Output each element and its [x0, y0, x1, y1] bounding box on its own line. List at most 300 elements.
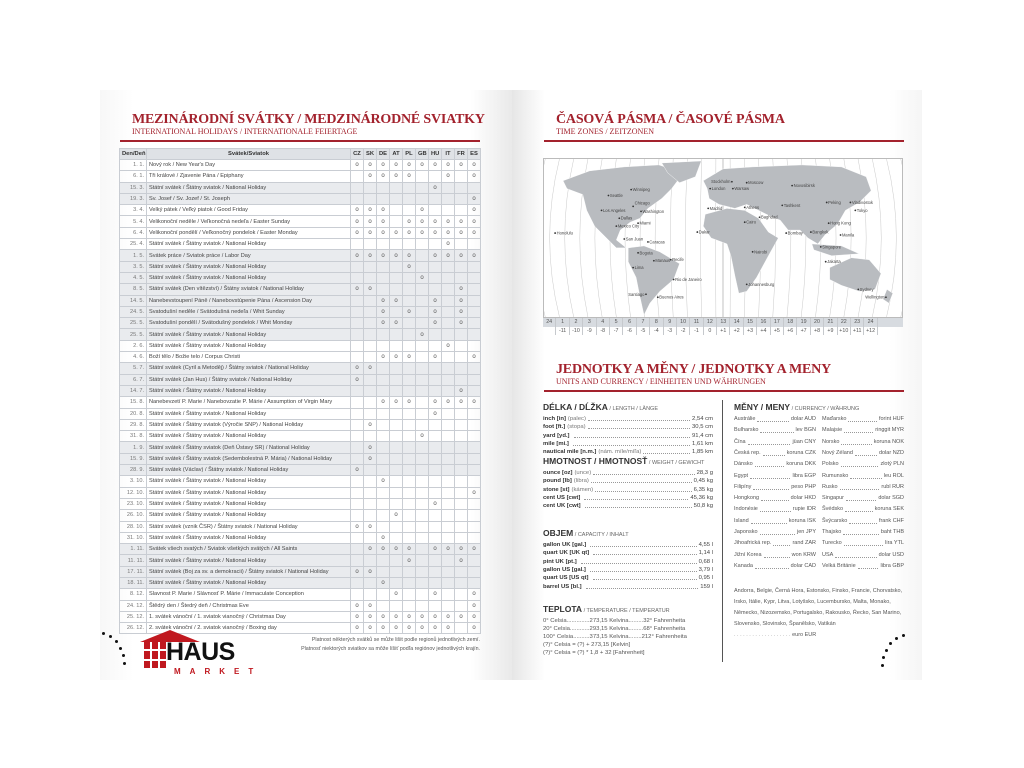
dot-leader: [574, 432, 691, 438]
observed-cell-pl: [403, 589, 416, 600]
timezone-line: [901, 159, 903, 317]
observed-cell-at: [390, 544, 403, 555]
observed-cell-fr: [455, 521, 468, 532]
dot-leader: [593, 469, 694, 475]
city-label: Johannesburg: [748, 281, 775, 287]
currency-country: Turecko: [822, 540, 842, 547]
observed-mark: o: [446, 241, 450, 248]
currency-row: [734, 516, 816, 527]
observed-cell-de: [377, 623, 390, 634]
holiday-name: Nanebevzetí P. Marie / Nanebovzatie P. Márie / Assumption of Virgin Mary: [147, 397, 351, 408]
table-row: [120, 329, 481, 340]
observed-mark: o: [472, 591, 476, 598]
observed-cell-cz: [351, 227, 364, 238]
observed-cell-hu: [429, 521, 442, 532]
observed-cell-hu: [429, 239, 442, 250]
observed-cell-fr: [455, 544, 468, 555]
observed-cell-gb: [416, 160, 429, 171]
observed-cell-hu: [429, 408, 442, 419]
observed-cell-pl: [403, 476, 416, 487]
unit-name: foot [ft.]: [543, 424, 566, 431]
table-row: [120, 352, 481, 363]
observed-cell-hu: [429, 385, 442, 396]
observed-cell-pl: [403, 465, 416, 476]
city-label: Cairo: [746, 219, 757, 225]
dot-leader: [773, 538, 790, 546]
city-label: Bangkok: [812, 229, 829, 235]
observed-cell-de: [377, 600, 390, 611]
table-row: [120, 239, 481, 250]
observed-mark: o: [355, 523, 359, 530]
observed-cell-hu: [429, 544, 442, 555]
observed-cell-de: [377, 284, 390, 295]
date-header: Den/Deň: [120, 149, 147, 160]
hour-cell: 2: [570, 318, 583, 327]
observed-mark: o: [381, 309, 385, 315]
city-label: London: [711, 186, 726, 192]
currency-country: Austrálie: [734, 416, 756, 422]
unit-row: [543, 566, 713, 574]
hours-row: [543, 318, 903, 327]
observed-cell-pl: [403, 600, 416, 611]
offset-cell: -3: [664, 327, 677, 336]
observed-cell-cz: [351, 193, 364, 204]
observed-mark: o: [420, 207, 424, 214]
currency-name: frank CHF: [878, 517, 904, 524]
observed-cell-it: [442, 193, 455, 204]
observed-mark: o: [433, 625, 437, 632]
observed-cell-cz: [351, 521, 364, 532]
observed-mark: o: [381, 297, 385, 304]
offset-cell: +2: [730, 327, 743, 336]
length-title: DÉLKA / DĹŽKA: [543, 402, 608, 412]
dot-leader: [858, 561, 879, 569]
observed-cell-it: [442, 261, 455, 272]
observed-mark: o: [368, 614, 372, 621]
dot-leader: [595, 486, 692, 492]
offset-cell: -10: [570, 327, 583, 336]
table-row: [120, 611, 481, 622]
observed-cell-gb: [416, 510, 429, 521]
observed-cell-gb: [416, 555, 429, 566]
observed-cell-it: [442, 329, 455, 340]
dot-leader: [844, 538, 883, 546]
observed-cell-cz: [351, 431, 364, 442]
currency-name: rubl RUR: [881, 483, 904, 490]
observed-cell-at: [390, 385, 403, 396]
currency-country: Nový Zéland: [822, 449, 853, 456]
dotted-ornament-icon: [102, 632, 142, 672]
holiday-date: 24. 5.: [120, 306, 147, 317]
observed-cell-sk: [364, 600, 377, 611]
observed-cell-pl: [403, 284, 416, 295]
observed-cell-at: [390, 566, 403, 577]
hour-cell: 22: [838, 318, 851, 327]
observed-cell-at: [390, 611, 403, 622]
observed-cell-sk: [364, 205, 377, 216]
hour-cell: 14: [730, 318, 743, 327]
observed-cell-pl: [403, 239, 416, 250]
dot-leader: [751, 516, 787, 524]
holiday-date: 14. 7.: [120, 385, 147, 396]
currency-name: koruna DKK: [786, 461, 816, 468]
unit-row: [543, 477, 713, 485]
observed-mark: o: [407, 252, 411, 259]
observed-cell-sk: [364, 623, 377, 634]
holiday-name: Státní svátek / Štátny sviatok / National Holiday: [147, 498, 351, 509]
observed-cell-cz: [351, 442, 364, 453]
observed-cell-pl: [403, 363, 416, 374]
currency-name: jen JPY: [797, 529, 816, 535]
observed-cell-fr: [455, 453, 468, 464]
hour-cell: 16: [757, 318, 770, 327]
observed-cell-hu: [429, 284, 442, 295]
observed-cell-at: [390, 532, 403, 543]
holiday-date: 26. 10.: [120, 510, 147, 521]
observed-cell-cz: [351, 487, 364, 498]
currency-row: [734, 482, 816, 493]
city-label: Manila: [841, 232, 855, 238]
observed-mark: o: [459, 252, 463, 259]
observed-cell-cz: [351, 216, 364, 227]
holidays-table: [119, 148, 481, 634]
offset-cell: +9: [824, 327, 837, 336]
weight-title: HMOTNOST / HMOTNOSŤ: [543, 456, 648, 466]
hour-cell: 24: [543, 318, 556, 327]
observed-cell-it: [442, 318, 455, 329]
observed-mark: o: [407, 546, 411, 553]
dot-leader: [845, 504, 873, 512]
observed-cell-gb: [416, 498, 429, 509]
observed-cell-it: [442, 498, 455, 509]
observed-cell-hu: [429, 476, 442, 487]
observed-cell-gb: [416, 487, 429, 498]
observed-cell-sk: [364, 340, 377, 351]
weight-heading: [543, 456, 704, 466]
dot-leader: [590, 566, 697, 572]
holiday-date: 31. 10.: [120, 532, 147, 543]
currency-row: [734, 425, 816, 436]
observed-cell-gb: [416, 476, 429, 487]
observed-cell-pl: [403, 250, 416, 261]
observed-cell-cz: [351, 566, 364, 577]
holiday-date: 25. 5.: [120, 329, 147, 340]
observed-mark: o: [381, 354, 385, 361]
unit-local-name: (palec): [567, 416, 586, 422]
holiday-date: 8. 12.: [120, 589, 147, 600]
holiday-name: Státní svátek / Štátny sviatok / National Holiday: [147, 431, 351, 442]
currency-name: forint HUF: [878, 416, 904, 422]
observed-cell-pl: [403, 408, 416, 419]
currency-country: Island: [734, 517, 749, 524]
observed-mark: o: [433, 218, 437, 225]
table-row: [120, 340, 481, 351]
observed-mark: o: [433, 162, 437, 169]
length-heading: [543, 402, 658, 412]
observed-cell-at: [390, 600, 403, 611]
observed-mark: o: [368, 421, 372, 428]
currency-name: koruna ISK: [788, 517, 816, 524]
offset-cell: -5: [637, 327, 650, 336]
currency-country: Rumunsko: [822, 472, 849, 479]
city-label: Honolulu: [556, 230, 573, 236]
logo-house-icon: [144, 642, 166, 668]
observed-mark: o: [459, 399, 463, 406]
currency-name: koruna CZK: [786, 449, 816, 456]
city-label: Bombay: [787, 230, 803, 236]
city-label: Winnipeg: [632, 187, 650, 193]
observed-cell-pl: [403, 171, 416, 182]
observed-cell-fr: [455, 589, 468, 600]
observed-mark: o: [472, 229, 476, 236]
holidays-title: MEZINÁRODNÍ SVÁTKY / MEDZINÁRODNÉ SVIATKY: [132, 112, 485, 127]
observed-cell-fr: [455, 295, 468, 306]
hour-cell: 7: [637, 318, 650, 327]
unit-local-name: (libra): [573, 478, 589, 485]
observed-cell-sk: [364, 250, 377, 261]
currency-country: Thajsko: [822, 529, 842, 535]
dot-leader: [848, 414, 876, 422]
currency-country: Egypt: [734, 472, 749, 479]
title-rule: [544, 140, 904, 142]
observed-cell-de: [377, 306, 390, 317]
dot-leader: [755, 561, 789, 569]
observed-cell-pl: [403, 544, 416, 555]
observed-cell-hu: [429, 329, 442, 340]
observed-mark: o: [459, 286, 463, 293]
table-row: [120, 544, 481, 555]
currency-name: baht THB: [880, 529, 904, 535]
currency-name: rand ZAR: [792, 540, 816, 547]
observed-mark: o: [433, 320, 437, 327]
observed-cell-pl: [403, 487, 416, 498]
table-row: [120, 227, 481, 238]
city-label: Baghdad: [761, 214, 778, 220]
currency-country: Švédsko: [822, 506, 844, 513]
observed-cell-pl: [403, 227, 416, 238]
observed-mark: o: [446, 218, 450, 225]
observed-cell-cz: [351, 340, 364, 351]
holiday-name: Nanebevstoupení Páně / Nanebovstúpenie Pána / Ascension Day: [147, 295, 351, 306]
observed-cell-es: [468, 408, 481, 419]
offset-cell: -4: [650, 327, 663, 336]
observed-mark: o: [446, 625, 450, 632]
table-row: [120, 261, 481, 272]
observed-cell-cz: [351, 284, 364, 295]
city-label: Moscow: [748, 180, 764, 186]
observed-cell-cz: [351, 453, 364, 464]
currency-country: Malajsie: [822, 427, 843, 434]
observed-cell-gb: [416, 600, 429, 611]
unit-value: 4,55 l: [698, 542, 713, 548]
observed-mark: o: [381, 162, 385, 169]
observed-cell-fr: [455, 465, 468, 476]
observed-mark: o: [459, 557, 463, 564]
observed-cell-fr: [455, 431, 468, 442]
country-header-gb: GB: [416, 149, 429, 160]
currency-country: USA: [822, 551, 834, 558]
currency-name: zlotý PLN: [880, 461, 904, 468]
observed-cell-gb: [416, 239, 429, 250]
unit-row: [543, 486, 713, 494]
currency-row: [734, 437, 816, 448]
note-cz: Platnost některých svátků se může lišit podle regionů jednotlivých zemí.: [311, 637, 480, 643]
observed-cell-it: [442, 352, 455, 363]
observed-mark: o: [368, 229, 372, 236]
observed-cell-fr: [455, 205, 468, 216]
observed-mark: o: [433, 399, 437, 406]
table-row: [120, 600, 481, 611]
observed-mark: o: [407, 263, 411, 270]
table-row: [120, 487, 481, 498]
currency-row: [822, 459, 904, 470]
observed-cell-hu: [429, 363, 442, 374]
observed-cell-hu: [429, 171, 442, 182]
observed-cell-fr: [455, 442, 468, 453]
offset-cell: +11: [851, 327, 864, 336]
observed-mark: o: [368, 252, 372, 259]
observed-cell-pl: [403, 385, 416, 396]
holiday-name: Státní svátek (Den vítězství) / Štátny sviatok / National Holiday: [147, 284, 351, 295]
observed-cell-it: [442, 227, 455, 238]
table-row: [120, 363, 481, 374]
table-row: [120, 532, 481, 543]
observed-cell-cz: [351, 532, 364, 543]
table-row: [120, 318, 481, 329]
observed-cell-pl: [403, 160, 416, 171]
country-header-at: AT: [390, 149, 403, 160]
unit-name: pint UK [pt.]: [543, 558, 577, 565]
dot-leader: [593, 574, 697, 580]
table-row: [120, 465, 481, 476]
observed-cell-hu: [429, 487, 442, 498]
city-label: Chicago: [634, 200, 650, 206]
observed-mark: o: [433, 614, 437, 621]
city-label: Tashkent: [783, 202, 801, 208]
unit-value: 3,79 l: [698, 566, 713, 573]
holiday-name: Státní svátek (Jan Hus) / Štátny sviatok / National Holiday: [147, 374, 351, 385]
observed-mark: o: [472, 625, 476, 632]
observed-cell-de: [377, 566, 390, 577]
observed-cell-de: [377, 193, 390, 204]
observed-cell-sk: [364, 261, 377, 272]
observed-mark: o: [407, 162, 411, 169]
observed-cell-pl: [403, 453, 416, 464]
observed-cell-it: [442, 397, 455, 408]
holiday-name: Státní svátek / Štátny sviatok / National Holiday: [147, 577, 351, 588]
city-dot: [645, 293, 647, 295]
observed-cell-fr: [455, 182, 468, 193]
holiday-date: 5. 4.: [120, 216, 147, 227]
observed-cell-sk: [364, 408, 377, 419]
observed-cell-es: [468, 306, 481, 317]
observed-mark: o: [407, 173, 411, 180]
currency-name: rupie IDR: [792, 506, 816, 513]
observed-cell-cz: [351, 160, 364, 171]
dot-leader: [843, 527, 879, 535]
observed-cell-it: [442, 284, 455, 295]
observed-cell-it: [442, 239, 455, 250]
temperature-subtitle: / TEMPERATURE / TEMPERATUR: [582, 608, 670, 614]
observed-cell-sk: [364, 419, 377, 430]
holiday-name: Státní svátek / Štátny sviatok / National Holiday: [147, 272, 351, 283]
observed-mark: o: [433, 184, 437, 191]
temperature-line: (?)° Celsia = (?) * 1,8 + 32 [Fahrenheit]: [543, 650, 645, 656]
unit-row: [543, 574, 713, 582]
observed-cell-pl: [403, 623, 416, 634]
capacity-title: OBJEM: [543, 528, 574, 538]
observed-cell-fr: [455, 329, 468, 340]
observed-cell-at: [390, 227, 403, 238]
unit-row: [543, 423, 713, 431]
observed-mark: o: [355, 229, 359, 236]
currency-name: dolar SGD: [878, 495, 904, 502]
observed-cell-sk: [364, 521, 377, 532]
observed-mark: o: [420, 433, 424, 440]
observed-mark: o: [472, 196, 476, 203]
table-row: [120, 306, 481, 317]
holiday-date: 4. 6.: [120, 352, 147, 363]
unit-local-name: (stopa): [567, 424, 586, 431]
units-title: JEDNOTKY A MĚNY / JEDNOTKY A MENY: [556, 362, 831, 377]
holiday-name: Státní svátek / Štátny sviatok / National Holiday: [147, 385, 351, 396]
holiday-name: Státní svátek / Štátny sviatok / National Holiday: [147, 555, 351, 566]
observed-cell-hu: [429, 205, 442, 216]
observed-mark: o: [446, 252, 450, 259]
observed-cell-gb: [416, 577, 429, 588]
left-page: [100, 90, 512, 680]
observed-cell-sk: [364, 171, 377, 182]
observed-cell-cz: [351, 476, 364, 487]
observed-cell-at: [390, 431, 403, 442]
observed-mark: o: [472, 207, 476, 214]
observed-mark: o: [407, 229, 411, 236]
observed-cell-at: [390, 261, 403, 272]
holiday-date: 3. 4.: [120, 205, 147, 216]
observed-cell-gb: [416, 318, 429, 329]
observed-cell-gb: [416, 385, 429, 396]
observed-cell-de: [377, 171, 390, 182]
observed-cell-it: [442, 453, 455, 464]
observed-cell-cz: [351, 374, 364, 385]
observed-cell-de: [377, 160, 390, 171]
currency-row: [734, 493, 816, 504]
observed-mark: o: [394, 512, 398, 519]
unit-name: quart US [US qt]: [543, 575, 589, 582]
observed-mark: o: [433, 410, 437, 417]
observed-cell-sk: [364, 374, 377, 385]
dot-leader: [590, 541, 696, 547]
observed-cell-at: [390, 306, 403, 317]
observed-mark: o: [381, 534, 385, 541]
capacity-subtitle: / CAPACITY / INHALT: [573, 532, 629, 538]
dot-leader: [573, 440, 690, 446]
observed-mark: o: [381, 399, 385, 406]
observed-mark: o: [355, 286, 359, 293]
offset-cell: [543, 327, 556, 336]
observed-cell-de: [377, 329, 390, 340]
observed-cell-de: [377, 272, 390, 283]
observed-mark: o: [433, 252, 437, 259]
observed-cell-fr: [455, 239, 468, 250]
observed-cell-it: [442, 385, 455, 396]
city-label: San Juan: [625, 236, 644, 242]
unit-name: cent UK [cwt]: [543, 503, 581, 510]
observed-cell-es: [468, 318, 481, 329]
table-row: [120, 476, 481, 487]
observed-cell-de: [377, 465, 390, 476]
city-dot: [632, 206, 634, 208]
